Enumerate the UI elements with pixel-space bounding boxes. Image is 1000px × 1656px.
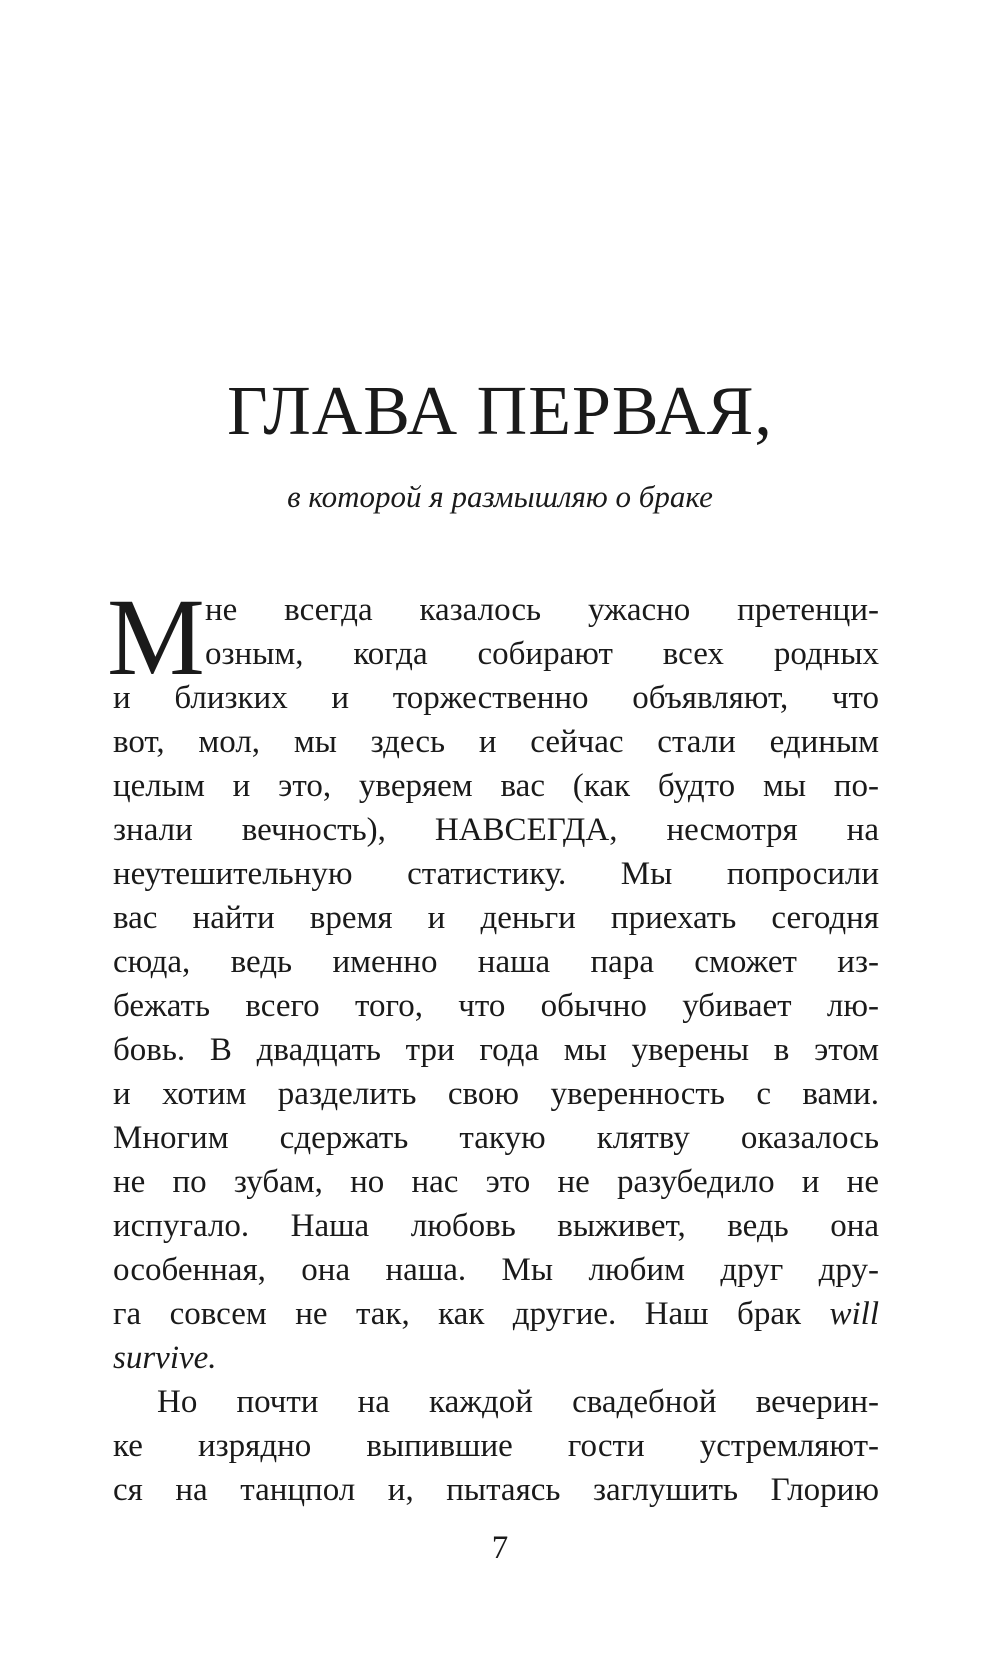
text-line: не всегда казалось ужасно претенци- [205, 592, 879, 628]
text-line: знали вечность), НАВСЕГДА, несмотря на [113, 812, 879, 848]
text-line: вот, мол, мы здесь и сейчас стали единым [113, 724, 879, 760]
italic-phrase: will [829, 1296, 879, 1332]
text-line: и близких и торжественно объявляют, что [113, 680, 879, 716]
drop-cap: М [107, 576, 205, 698]
text-line: Многим сдержать такую клятву оказалось [113, 1120, 879, 1156]
text-line: ся на танцпол и, пытаясь заглушить Глорию [113, 1472, 879, 1508]
text-line: особенная, она наша. Мы любим друг дру- [113, 1252, 879, 1288]
text-line: сюда, ведь именно наша пара сможет из- [113, 944, 879, 980]
text-line: целым и это, уверяем вас (как будто мы по- [113, 768, 879, 804]
text-line: испугало. Наша любовь выживет, ведь она [113, 1208, 879, 1244]
text-line: не по зубам, но нас это не разубедило и не [113, 1164, 879, 1200]
body-text [107, 576, 879, 1512]
page-number: 7 [491, 1530, 509, 1566]
text-line: бовь. В двадцать три года мы уверены в этом [113, 1032, 879, 1068]
text-segment: га совсем не так, как другие. Наш брак [113, 1296, 802, 1332]
text-line: ке изрядно выпившие гости устремляют- [113, 1428, 879, 1464]
text-line: Но почти на каждой свадебной вечерин- [157, 1384, 879, 1420]
italic-phrase: survive. [113, 1340, 217, 1376]
text-line: неутешительную статистику. Мы попросили [113, 856, 879, 892]
text-line: озным, когда собирают всех родных [205, 636, 879, 672]
text-line: бежать всего того, что обычно убивает лю- [113, 988, 879, 1024]
text-line [113, 1336, 879, 1380]
text-line-with-italic [113, 1292, 879, 1336]
chapter-subtitle: в которой я размышляю о браке [287, 479, 713, 514]
text-line: вас найти время и деньги приехать сегодня [113, 900, 879, 936]
chapter-title: ГЛАВА ПЕРВАЯ, [227, 373, 773, 450]
text-line: и хотим разделить свою уверенность с вами. [113, 1076, 879, 1112]
